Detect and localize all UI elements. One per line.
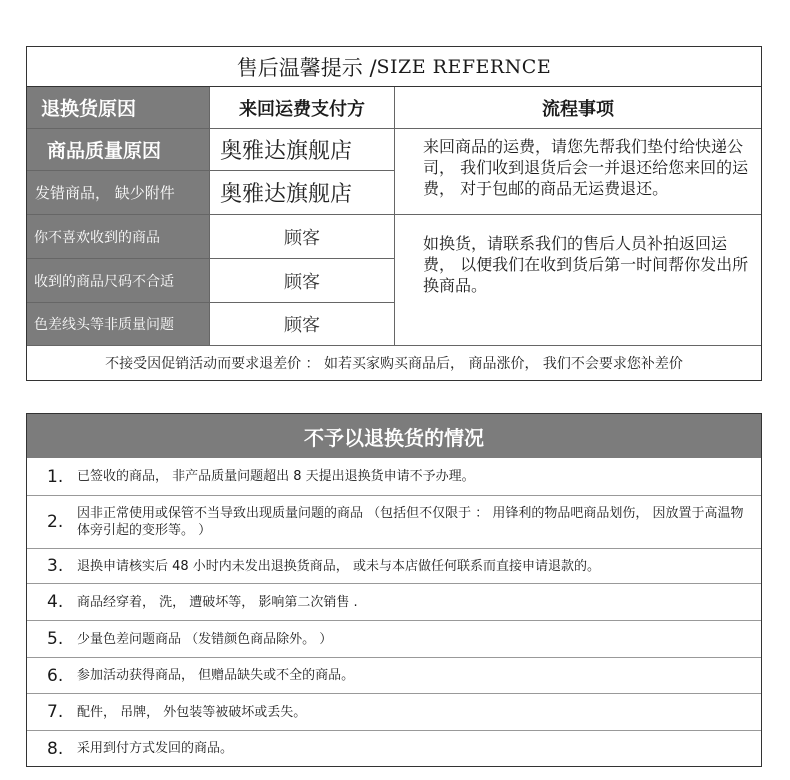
list-item bbox=[27, 620, 761, 657]
after-sales-table bbox=[26, 46, 762, 381]
no-return-title: 不予以退换货的情况 bbox=[27, 414, 761, 458]
payer-store: 奥雅达旗舰店 bbox=[210, 171, 395, 215]
reason-size: 收到的商品尺码不合适 bbox=[27, 259, 210, 303]
list-item bbox=[27, 548, 761, 583]
price-diff-note: 不接受因促销活动而要求退差价 ： 如若买家购买商品后， 商品涨价， 我们不会要求您补差价 bbox=[105, 356, 683, 372]
item-text: 已签收的商品， 非产品质量问题超出 8 天提出退换货申请不予办理。 bbox=[77, 469, 475, 484]
reason-wrong-item: 发错商品， 缺少附件 bbox=[27, 171, 210, 215]
item-text: 配件， 吊牌， 外包装等被破坏或丢失。 bbox=[77, 704, 307, 720]
header-reason: 退换货原因 bbox=[27, 87, 210, 129]
payer-customer: 顾客 bbox=[210, 215, 395, 259]
header-process: 流程事项 bbox=[395, 87, 761, 129]
item-number: 2. bbox=[47, 512, 64, 532]
item-text: 参加活动获得商品， 但赠品缺失或不全的商品。 bbox=[77, 668, 355, 683]
list-item bbox=[27, 657, 761, 693]
process-store-pays: 来回商品的运费，请您先帮我们垫付给快递公司， 我们收到退货后会一并退还给您来回的运费， 对于包邮的商品无运费退还。 bbox=[395, 129, 761, 215]
item-number: 8. bbox=[47, 738, 64, 759]
after-sales-title bbox=[27, 47, 761, 87]
item-text: 商品经穿着， 洗， 遭破坏等， 影响第二次销售 . bbox=[77, 594, 358, 610]
item-number: 4. bbox=[47, 592, 64, 612]
item-text: 采用到付方式发回的商品。 bbox=[77, 741, 234, 756]
list-item bbox=[27, 495, 761, 548]
title-en: SIZE REFERNCE bbox=[376, 55, 552, 78]
list-item bbox=[27, 458, 761, 495]
header-payer: 来回运费支付方 bbox=[210, 87, 395, 129]
item-text: 退换申请核实后 48 小时内未发出退换货商品， 或未与本店做任何联系而直接申请退款的。 bbox=[77, 558, 600, 574]
payer-store: 奥雅达旗舰店 bbox=[210, 129, 395, 171]
item-number: 1. bbox=[47, 466, 64, 487]
title-cn: 售后温馨提示 / bbox=[236, 55, 377, 80]
item-number: 7. bbox=[47, 702, 64, 722]
list-item bbox=[27, 693, 761, 730]
item-text: 因非正常使用或保管不当导致出现质量问题的商品 （包括但不仅限于 ： 用锋利的物品吧商品划伤， 因放置于高温物体旁引起的变形等。 ） bbox=[77, 506, 744, 538]
item-number: 6. bbox=[47, 665, 64, 686]
payer-customer: 顾客 bbox=[210, 303, 395, 346]
process-customer-pays: 如换货，请联系我们的售后人员补拍返回运费， 以便我们在收到货后第一时间帮你发出所换商品。 bbox=[395, 215, 761, 346]
reason-color-diff: 色差线头等非质量问题 bbox=[27, 303, 210, 346]
item-number: 3. bbox=[47, 556, 64, 576]
list-item bbox=[27, 583, 761, 620]
reason-dislike: 你不喜欢收到的商品 bbox=[27, 215, 210, 259]
list-item bbox=[27, 730, 761, 766]
item-text: 少量色差问题商品 （发错颜色商品除外。 ） bbox=[77, 631, 333, 647]
payer-customer: 顾客 bbox=[210, 259, 395, 303]
reason-quality: 商品质量原因 bbox=[27, 129, 210, 171]
after-sales-grid bbox=[27, 87, 761, 346]
item-number: 5. bbox=[47, 629, 64, 649]
no-return-table bbox=[26, 413, 762, 767]
